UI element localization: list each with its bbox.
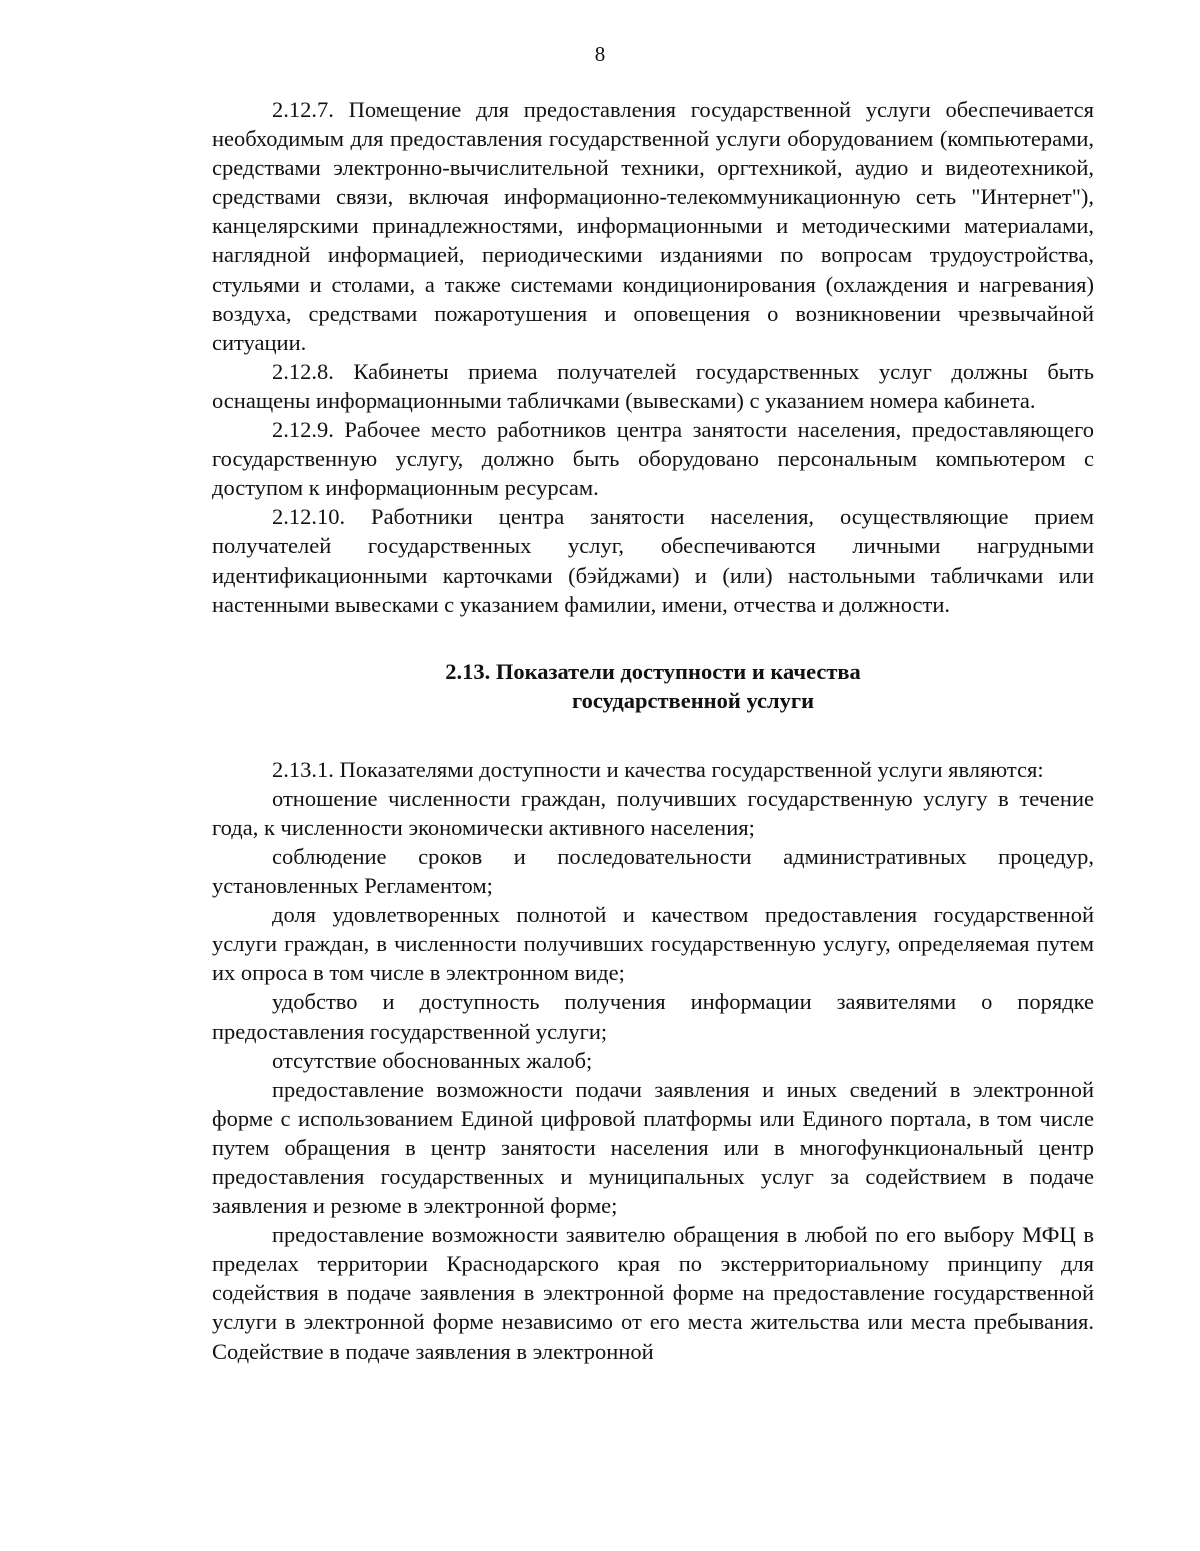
list-item-deadlines-compliance: соблюдение сроков и последовательности административных процедур, установленных Регламентом; [212, 843, 1094, 899]
list-item-mfc-extraterritorial: предоставление возможности заявителю обращения в любой по его выбору МФЦ в пределах территории Краснодарского края по экстерриториальному принципу для содействия в подаче заявления в электронной форме на предоставление государственной услуги в электронной форме независимо от его места жительства или места пребывания. Содействие в подаче заявления в электронной [212, 1222, 1094, 1364]
paragraph-2-12-7: 2.12.7. Помещение для предоставления государственной услуги обеспечивается необходимым для предоставления государственной услуги оборудованием (компьютерами, средствами электронно-вычислительной техники, оргтехникой, аудио и видеотехникой, средствами связи, включая информационно-телекоммуникационную сеть "Интернет"), канцелярскими принадлежностями, информационными и методическими материалами, наглядной информацией, периодическими изданиями по вопросам трудоустройства, стульями и столами, а также системами кондиционирования (охлаждения и нагревания) воздуха, средствами пожаротушения и оповещения о возникновении чрезвычайной ситуации. [212, 97, 1094, 355]
list-item-no-complaints: отсутствие обоснованных жалоб; [272, 1047, 593, 1073]
section-heading-line-1: 2.13. Показатели доступности и качества [445, 658, 861, 684]
paragraph-2-12-9: 2.12.9. Рабочее место работников центра занятости населения, предоставляющего государственную услугу, должно быть оборудовано персональным компьютером с доступом к информационным ресурсам. [212, 417, 1094, 501]
list-item-satisfaction-share: доля удовлетворенных полнотой и качеством предоставления государственной услуги граждан, в численности получивших государственную услугу, определяемая путем их опроса в том числе в электронном виде; [212, 902, 1094, 986]
document-body [212, 95, 1094, 1366]
list-item-information-availability: удобство и доступность получения информации заявителями о порядке предоставления государственной услуги; [212, 989, 1094, 1044]
list-item-ratio-citizens: отношение численности граждан, получивших государственную услугу в течение года, к численности экономически активного населения; [212, 785, 1094, 840]
paragraph-2-12-8: 2.12.8. Кабинеты приема получателей государственных услуг должны быть оснащены информационными табличками (вывесками) с указанием номера кабинета. [212, 358, 1094, 413]
section-heading-line-2: государственной услуги [571, 687, 815, 713]
page-number: 8 [594, 42, 606, 66]
paragraph-2-12-10: 2.12.10. Работники центра занятости населения, осуществляющие прием получателей государственных услуг, обеспечиваются личными нагрудными идентификационными карточками (бэйджами) и (или) настольными табличками или настенными вывесками с указанием фамилии, имени, отчества и должности. [212, 504, 1094, 617]
paragraph-2-13-1: 2.13.1. Показателями доступности и качества государственной услуги являются: [272, 756, 1044, 782]
list-item-electronic-submission: предоставление возможности подачи заявления и иных сведений в электронной форме с использованием Единой цифровой платформы или Единого портала, в том числе путем обращения в центр занятости населения или в многофункциональный центр предоставления государственных и муниципальных услуг за содействием в подаче заявления и резюме в электронной форме; [212, 1076, 1094, 1219]
section-heading-2-13 [212, 657, 1094, 715]
